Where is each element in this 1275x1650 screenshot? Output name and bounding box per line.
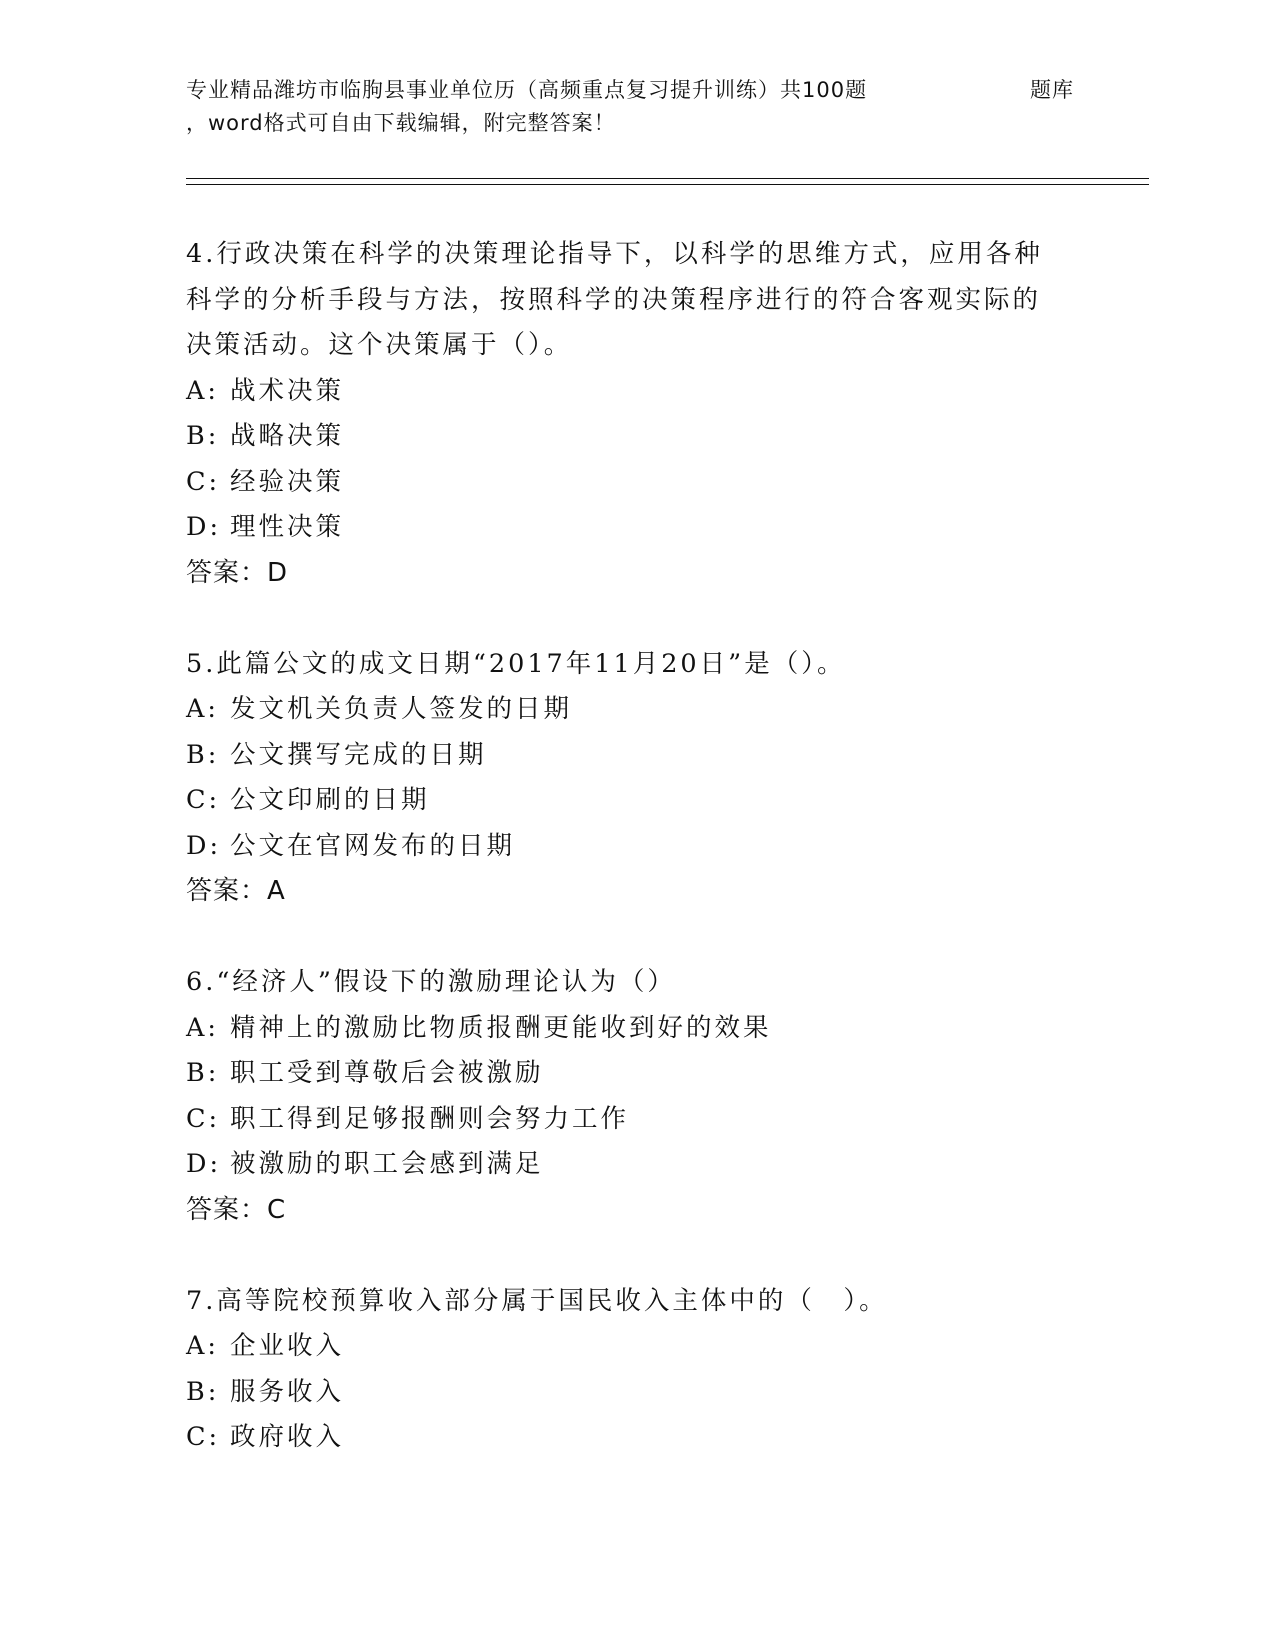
answer-line: 答案：D xyxy=(186,557,289,588)
header-title: 专业精品潍坊市临朐县事业单位历（高频重点复习提升训练）共100题 xyxy=(186,78,868,102)
option-c xyxy=(186,1097,1066,1143)
option-key: B: xyxy=(186,1376,220,1407)
option-key: A: xyxy=(186,375,220,406)
option-b xyxy=(186,733,1066,779)
option-text: 公文印刷的日期 xyxy=(230,785,430,815)
option-key: C: xyxy=(186,1422,221,1452)
option-text: 企业收入 xyxy=(230,1331,345,1361)
option-a xyxy=(186,1006,1066,1052)
question-stem: 6.“经济人”假设下的激励理论认为（） xyxy=(186,967,676,997)
option-key: A: xyxy=(186,1331,220,1361)
question-6 xyxy=(186,960,1066,1233)
option-c xyxy=(186,1415,1066,1461)
option-text: 理性决策 xyxy=(230,512,345,542)
option-d xyxy=(186,505,1066,551)
option-d xyxy=(186,1142,1066,1188)
question-stem: 4.行政决策在科学的决策理论指导下，以科学的思维方式，应用各种科学的分析手段与方法，按照科学的决策程序进行的符合客观实际的决策活动。这个决策属于（）。 xyxy=(186,239,1043,360)
option-text: 服务收入 xyxy=(230,1376,345,1407)
option-key: D: xyxy=(186,512,222,542)
option-a xyxy=(186,687,1066,733)
option-key: B: xyxy=(186,1058,220,1088)
option-text: 职工得到足够报酬则会努力工作 xyxy=(230,1103,630,1134)
option-text: 职工受到尊敬后会被激励 xyxy=(230,1058,544,1088)
option-a xyxy=(186,369,1066,415)
option-key: A: xyxy=(186,1012,220,1043)
option-text: 公文在官网发布的日期 xyxy=(230,830,516,861)
option-key: C: xyxy=(186,1103,221,1134)
option-c xyxy=(186,460,1066,506)
question-4 xyxy=(186,232,1066,596)
answer-line: 答案：C xyxy=(186,1194,287,1225)
question-7 xyxy=(186,1279,1066,1461)
option-key: C: xyxy=(186,785,221,815)
option-text: 战术决策 xyxy=(230,375,345,406)
option-text: 经验决策 xyxy=(230,466,345,497)
option-text: 发文机关负责人签发的日期 xyxy=(230,694,573,724)
question-5 xyxy=(186,642,1066,915)
question-stem: 7.高等院校预算收入部分属于国民收入主体中的（ ）。 xyxy=(186,1285,888,1316)
question-list xyxy=(186,232,1066,1506)
option-d xyxy=(186,824,1066,870)
option-key: B: xyxy=(186,739,220,770)
option-text: 公文撰写完成的日期 xyxy=(230,739,487,770)
option-a xyxy=(186,1324,1066,1370)
answer-line: 答案：A xyxy=(186,876,286,906)
option-b xyxy=(186,1051,1066,1097)
option-key: B: xyxy=(186,421,220,451)
option-b xyxy=(186,414,1066,460)
option-text: 战略决策 xyxy=(230,421,345,451)
option-key: C: xyxy=(186,466,221,497)
option-key: A: xyxy=(186,694,220,724)
header-divider-top xyxy=(186,178,1149,179)
option-key: D: xyxy=(186,1149,222,1179)
document-header xyxy=(186,74,1146,140)
option-c xyxy=(186,778,1066,824)
header-tag: 题库 xyxy=(1030,78,1074,102)
option-text: 精神上的激励比物质报酬更能收到好的效果 xyxy=(230,1012,772,1043)
header-divider-bottom xyxy=(186,184,1149,185)
option-b xyxy=(186,1370,1066,1416)
option-text: 被激励的职工会感到满足 xyxy=(230,1149,544,1179)
option-key: D: xyxy=(186,830,222,861)
header-subtitle: ，word格式可自由下载编辑，附完整答案！ xyxy=(186,111,616,135)
option-text: 政府收入 xyxy=(230,1422,345,1452)
question-stem: 5.此篇公文的成文日期“2017年11月20日”是（）。 xyxy=(186,648,846,679)
